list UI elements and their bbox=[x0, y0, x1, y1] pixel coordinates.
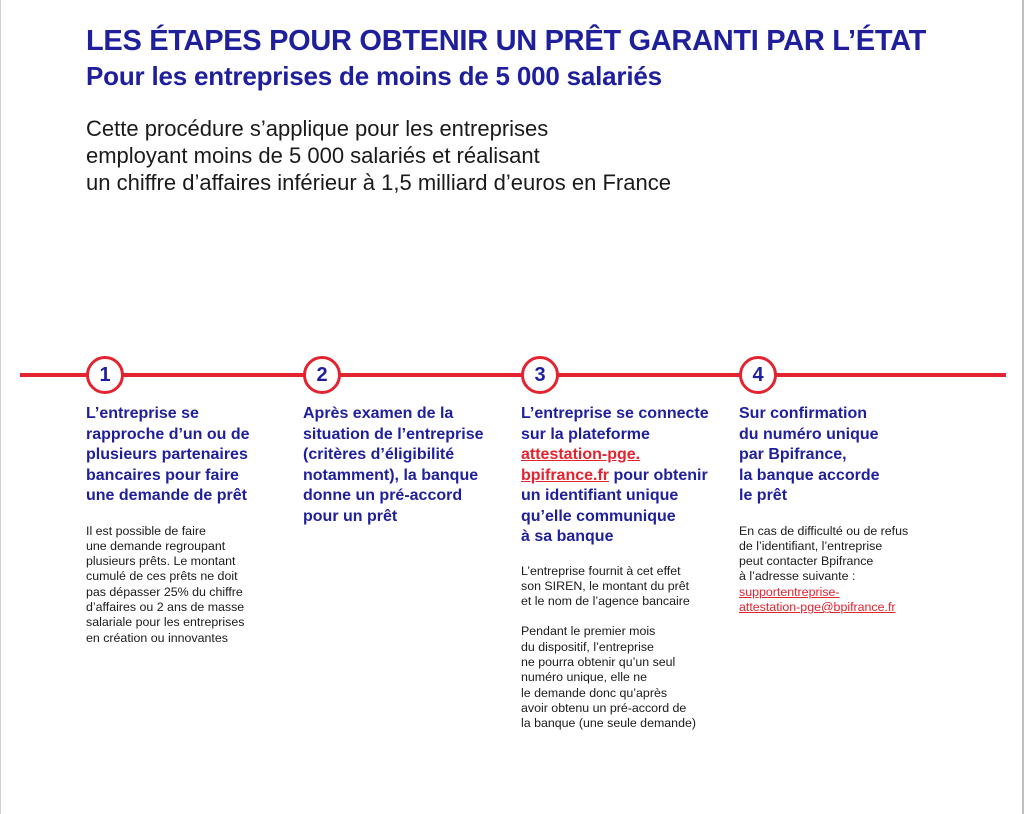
step-3 bbox=[521, 404, 733, 731]
step-3-note-line: et le nom de l’agence bancaire bbox=[521, 594, 690, 609]
step-2-heading bbox=[303, 404, 515, 527]
step-3-note-line: numéro unique, elle ne bbox=[521, 670, 648, 685]
step-4-badge: 4 bbox=[739, 356, 777, 394]
step-1-heading-line: plusieurs partenaires bbox=[86, 446, 248, 463]
intro-paragraph bbox=[86, 115, 846, 196]
step-3-note-line: Pendant le premier mois bbox=[521, 624, 656, 639]
step-1-note-line: plusieurs prêts. Le montant bbox=[86, 554, 236, 569]
step-1-note-line: d’affaires ou 2 ans de masse bbox=[86, 599, 245, 614]
step-3-heading-text: pour obtenir bbox=[609, 466, 708, 484]
step-2-heading-line: notamment), la banque bbox=[303, 466, 479, 484]
step-3-note-line: du dispositif, l’entreprise bbox=[521, 639, 654, 654]
step-2 bbox=[303, 404, 515, 527]
step-1-badge: 1 bbox=[86, 356, 124, 394]
step-3-heading-line bbox=[521, 466, 733, 487]
step-1-heading-line: une demande de prêt bbox=[86, 487, 247, 504]
step-2-heading-line: (critères d’éligibilité bbox=[303, 446, 455, 463]
step-2-heading-line: Après examen de la bbox=[303, 405, 454, 422]
step-4-heading-line: Sur confirmation bbox=[739, 405, 868, 422]
step-3-heading-line: à sa banque bbox=[521, 528, 614, 545]
platform-link[interactable]: bpifrance.fr bbox=[521, 466, 610, 484]
step-1-note-line: pas dépasser 25% du chiffre bbox=[86, 584, 243, 599]
step-4 bbox=[739, 404, 979, 615]
step-4-note bbox=[739, 524, 979, 616]
step-1-note bbox=[86, 524, 296, 646]
step-3-note-line: le demande donc qu’après bbox=[521, 685, 668, 700]
step-4-heading-line: le prêt bbox=[739, 487, 788, 504]
intro-line: employant moins de 5 000 salariés et réalisant bbox=[86, 143, 540, 168]
step-1-heading-line: bancaires pour faire bbox=[86, 466, 239, 484]
step-2-heading-line: donne un pré-accord bbox=[303, 487, 463, 504]
step-3-heading-line: sur la plateforme bbox=[521, 425, 650, 443]
step-3-heading-line: un identifiant unique bbox=[521, 487, 679, 504]
step-4-heading-line: la banque accorde bbox=[739, 466, 880, 484]
step-3-badge: 3 bbox=[521, 356, 559, 394]
step-4-heading-line: du numéro unique bbox=[739, 425, 879, 443]
step-3-heading bbox=[521, 404, 733, 548]
timeline-line bbox=[20, 373, 1006, 377]
page-subtitle: Pour les entreprises de moins de 5 000 salariés bbox=[86, 61, 662, 91]
step-1-note-line: salariale pour les entreprises bbox=[86, 615, 245, 630]
intro-line: Cette procédure s’applique pour les entreprises bbox=[86, 116, 549, 141]
step-1-note-line: cumulé de ces prêts ne doit bbox=[86, 569, 238, 584]
page-edge-left bbox=[0, 0, 1, 814]
step-3-note-line: ne pourra obtenir qu’un seul bbox=[521, 654, 676, 669]
step-3-heading-line: L’entreprise se connecte bbox=[521, 405, 709, 422]
step-2-heading-line: pour un prêt bbox=[303, 507, 398, 525]
step-4-heading-line: par Bpifrance, bbox=[739, 446, 847, 463]
step-1-heading bbox=[86, 404, 296, 507]
step-1-note-line: une demande regroupant bbox=[86, 538, 226, 553]
step-3-note-2 bbox=[521, 624, 733, 731]
step-1 bbox=[86, 404, 296, 646]
step-3-heading-line: qu’elle communique bbox=[521, 507, 676, 525]
page-title: LES ÉTAPES POUR OBTENIR UN PRÊT GARANTI PAR L’ÉTAT bbox=[86, 25, 927, 57]
step-4-heading bbox=[739, 404, 979, 507]
platform-link[interactable]: attestation-pge. bbox=[521, 446, 641, 463]
intro-line: un chiffre d’affaires inférieur à 1,5 milliard d’euros en France bbox=[86, 170, 671, 195]
step-3-note-1 bbox=[521, 564, 733, 610]
step-1-note-line: Il est possible de faire bbox=[86, 523, 206, 538]
step-2-heading-line: situation de l’entreprise bbox=[303, 425, 484, 443]
step-1-note-line: en création ou innovantes bbox=[86, 630, 228, 645]
step-4-note-line: de l’identifiant, l’entreprise bbox=[739, 538, 883, 553]
step-4-note-line: peut contacter Bpifrance bbox=[739, 554, 874, 569]
step-3-note-line: son SIREN, le montant du prêt bbox=[521, 578, 690, 593]
step-3-note-line: la banque (une seule demande) bbox=[521, 716, 696, 731]
step-3-note-line: avoir obtenu un pré-accord de bbox=[521, 700, 687, 715]
step-2-badge: 2 bbox=[303, 356, 341, 394]
step-4-note-line: à l’adresse suivante : bbox=[739, 569, 856, 584]
support-email-link[interactable]: attestation-pge@bpifrance.fr bbox=[739, 599, 896, 614]
step-1-heading-line: L’entreprise se bbox=[86, 405, 199, 422]
step-3-note-line: L’entreprise fournit à cet effet bbox=[521, 563, 681, 578]
step-4-note-line: En cas de difficulté ou de refus bbox=[739, 523, 909, 538]
step-1-heading-line: rapproche d’un ou de bbox=[86, 425, 250, 443]
support-email-link[interactable]: supportentreprise- bbox=[739, 584, 840, 599]
